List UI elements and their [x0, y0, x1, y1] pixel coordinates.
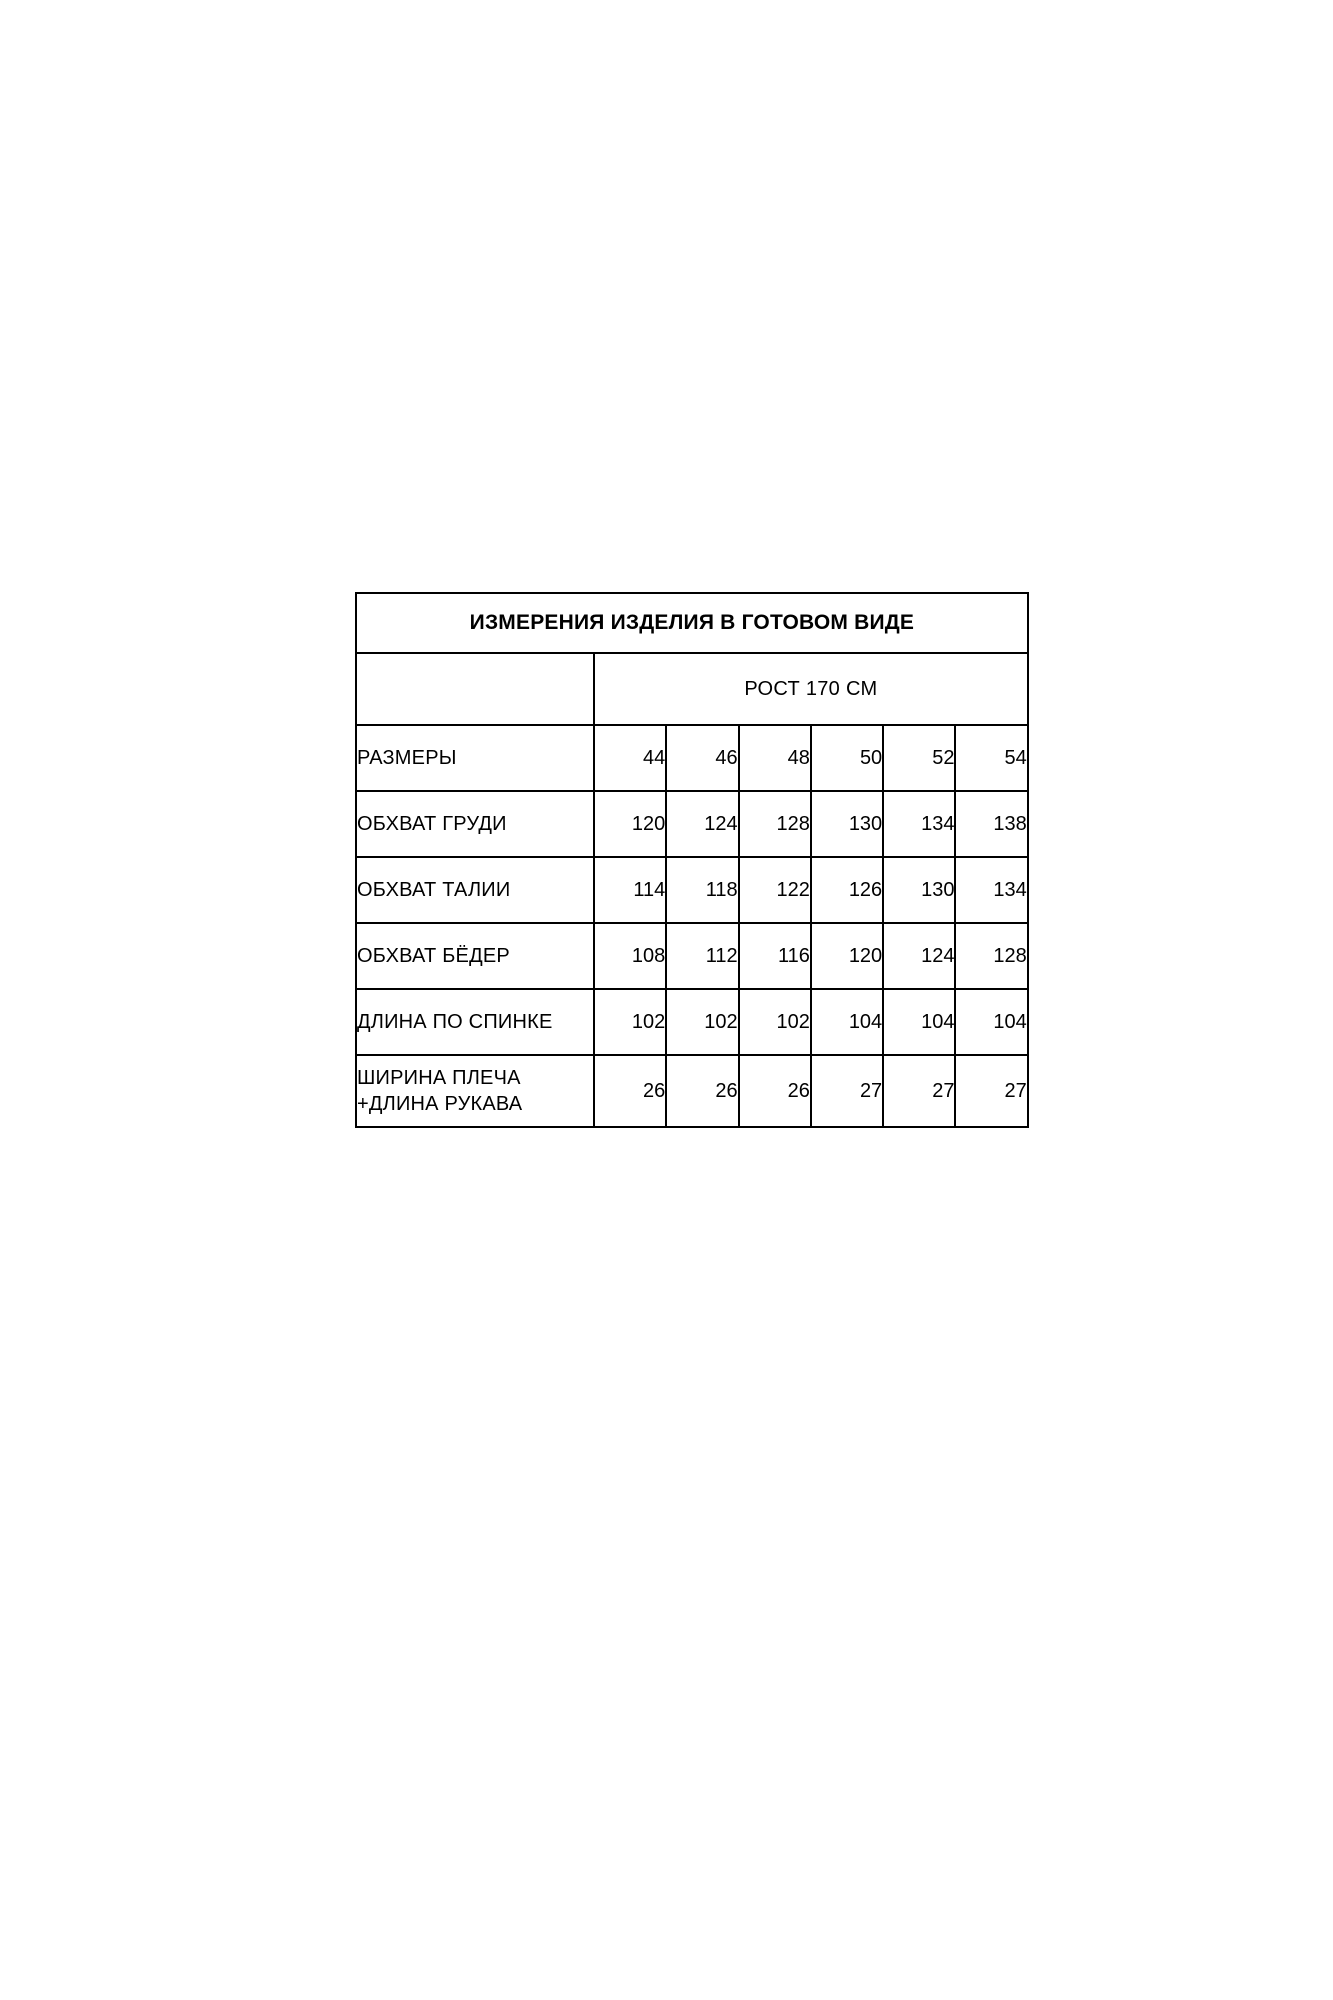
measurement-value: 104 [883, 989, 955, 1055]
measurement-value: 130 [883, 857, 955, 923]
table-row-growth [356, 653, 1028, 725]
measurement-label: ОБХВАТ ГРУДИ [356, 791, 594, 857]
measurement-value: 138 [955, 791, 1027, 857]
size-value: 54 [955, 725, 1027, 791]
measurement-value: 128 [739, 791, 811, 857]
measurement-value: 134 [883, 791, 955, 857]
measurement-value: 112 [666, 923, 738, 989]
size-value: 48 [739, 725, 811, 791]
measurement-label-multiline [356, 1055, 594, 1127]
size-value: 44 [594, 725, 666, 791]
measurement-label: ОБХВАТ ТАЛИИ [356, 857, 594, 923]
measurement-value: 26 [666, 1055, 738, 1127]
table-row [356, 857, 1028, 923]
measurements-table [355, 592, 1029, 1128]
table-row [356, 1055, 1028, 1127]
measurement-value: 124 [666, 791, 738, 857]
table-row [356, 791, 1028, 857]
measurement-value: 118 [666, 857, 738, 923]
size-value: 46 [666, 725, 738, 791]
measurement-value: 120 [594, 791, 666, 857]
measurement-value: 27 [811, 1055, 883, 1127]
table-title: ИЗМЕРЕНИЯ ИЗДЕЛИЯ В ГОТОВОМ ВИДЕ [356, 593, 1028, 653]
measurement-value: 26 [739, 1055, 811, 1127]
table-row-sizes [356, 725, 1028, 791]
measurement-value: 104 [811, 989, 883, 1055]
measurement-value: 102 [594, 989, 666, 1055]
sizes-row-label: РАЗМЕРЫ [356, 725, 594, 791]
table-row [356, 989, 1028, 1055]
measurement-label-line2: +ДЛИНА РУКАВА [357, 1093, 523, 1115]
empty-corner-cell [356, 653, 594, 725]
measurement-label: ОБХВАТ БЁДЕР [356, 923, 594, 989]
measurement-value: 104 [955, 989, 1027, 1055]
measurement-value: 26 [594, 1055, 666, 1127]
measurement-value: 116 [739, 923, 811, 989]
table-row-title [356, 593, 1028, 653]
measurement-value: 27 [955, 1055, 1027, 1127]
measurement-value: 122 [739, 857, 811, 923]
measurement-value: 102 [739, 989, 811, 1055]
size-value: 50 [811, 725, 883, 791]
measurement-label-line1: ШИРИНА ПЛЕЧА [357, 1067, 521, 1089]
table-row [356, 923, 1028, 989]
measurement-value: 114 [594, 857, 666, 923]
growth-label: РОСТ 170 СМ [594, 653, 1028, 725]
measurement-value: 27 [883, 1055, 955, 1127]
size-value: 52 [883, 725, 955, 791]
measurement-value: 126 [811, 857, 883, 923]
measurement-value: 108 [594, 923, 666, 989]
size-chart-container [355, 592, 1027, 1128]
measurement-label: ДЛИНА ПО СПИНКЕ [356, 989, 594, 1055]
measurement-value: 130 [811, 791, 883, 857]
measurement-value: 102 [666, 989, 738, 1055]
measurement-value: 134 [955, 857, 1027, 923]
measurement-value: 120 [811, 923, 883, 989]
measurement-value: 128 [955, 923, 1027, 989]
measurement-value: 124 [883, 923, 955, 989]
